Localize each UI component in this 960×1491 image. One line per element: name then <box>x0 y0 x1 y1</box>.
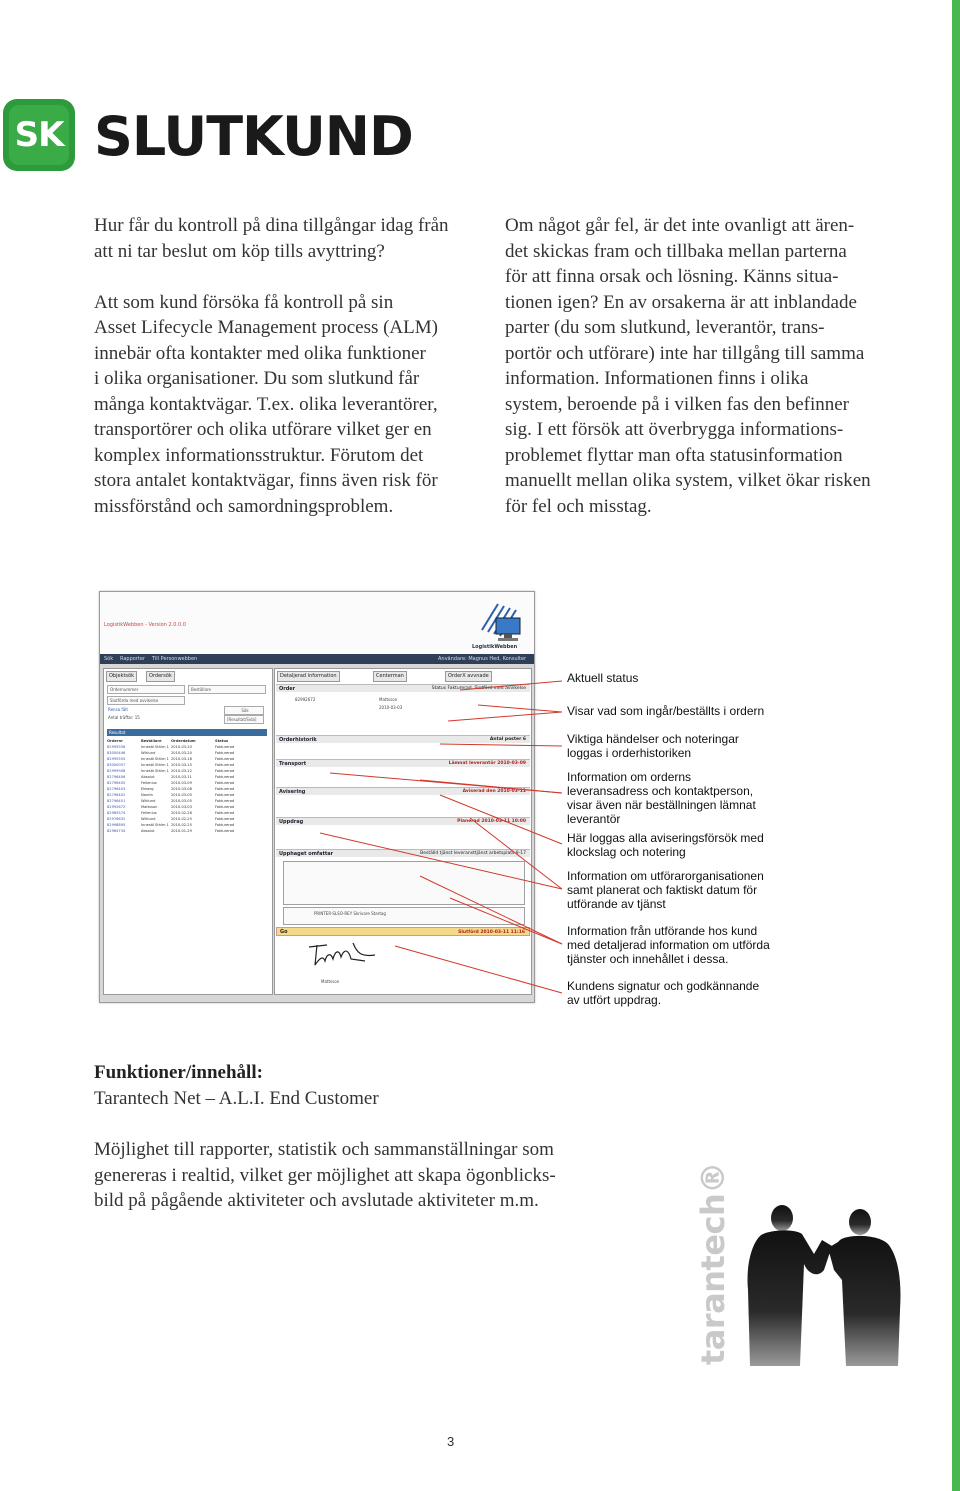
row-status: Fakturerad <box>215 805 235 809</box>
bestalld-tjanst: Beställd tjänst leveransttjänst arbetsplats 8-17 <box>420 851 526 856</box>
row-ordernr[interactable]: 82998895 <box>107 823 126 827</box>
row-bestallare: Nordin <box>141 793 153 797</box>
row-ordernr[interactable]: 82796403 <box>107 787 126 791</box>
row-ordernr[interactable]: 82796406 <box>107 775 126 779</box>
antal-traffar: Antal träffar: 15 <box>108 715 140 720</box>
row-status: Fakturerad <box>215 769 235 773</box>
lamnat-leverantor: Lämnat leverantör 2010-03-09 <box>448 761 526 766</box>
order-customer: Mattsson <box>379 697 398 702</box>
tab-centerman[interactable]: Centerman <box>373 671 407 682</box>
bestallare-field[interactable]: Beställare <box>188 685 266 694</box>
row-orderdatum: 2010-03-20 <box>171 745 192 749</box>
row-bestallare: Innesäl Sthlm 1 <box>141 823 169 827</box>
row-orderdatum: 2010-03-20 <box>171 751 192 755</box>
annotation-orderinnehall: Visar vad som ingår/beställts i ordern <box>567 704 765 718</box>
section-orderhistorik-title: Orderhistorik <box>279 737 317 743</box>
row-status: Fakturerad <box>215 745 235 749</box>
row-bestallare: Innesäl Sthlm 1 <box>141 769 169 773</box>
row-orderdatum: 2010-03-05 <box>171 793 192 797</box>
col-bestallare: Beställare <box>141 739 162 743</box>
row-ordernr[interactable]: 82964734 <box>107 829 126 833</box>
section-uppdrag <box>276 817 530 825</box>
row-bestallare: Wiklund <box>141 751 156 755</box>
resultat-select[interactable]: [Resultat/Sida] <box>224 715 264 724</box>
annotation-leveransadress: Information om orderns leveransadress och kontaktperson, visar även när beställningen lämnat leverantör <box>567 770 756 826</box>
row-status: Fakturerad <box>215 817 235 821</box>
logistikwebben-logo-icon <box>476 600 528 644</box>
section-avisering-title: Avisering <box>279 789 306 795</box>
order-number: 82992672 <box>295 697 316 702</box>
row-bestallare: Mattsson <box>141 805 158 809</box>
section-avisering <box>276 787 530 795</box>
page-number: 3 <box>447 1434 455 1449</box>
row-ordernr[interactable]: 82985574 <box>107 811 126 815</box>
annotation-avisering: Här loggas alla aviseringsförsök med klockslag och notering <box>567 831 764 859</box>
row-status: Fakturerad <box>215 757 235 761</box>
rensa-link[interactable]: Rensa fält <box>108 707 128 712</box>
signature-image <box>305 939 385 973</box>
screenshot-detail-panel <box>274 668 532 995</box>
row-bestallare: Fellenius <box>141 811 157 815</box>
functions-heading: Funktioner/innehåll: <box>94 1062 263 1083</box>
section-order-title: Order <box>279 686 296 692</box>
row-orderdatum: 2010-03-09 <box>171 781 192 785</box>
row-bestallare: Fellenius <box>141 781 157 785</box>
row-bestallare: Absolut <box>141 775 155 779</box>
row-orderdatum: 2010-03-05 <box>171 799 192 803</box>
row-orderdatum: 2010-02-26 <box>171 811 192 815</box>
problem-paragraph: Om något går fel, är det inte ovanligt att ären- det skickas fram och tillbaka mellan parterna för att finna orsak och lösning. Känns situa- tionen igen? En av orsakerna är att inblandade parter (du som slutkund, leverantör, trans- portör och utförare) inte har tillgång till samma information. Informationen finns i olika system, beroende på i vilken fas den befinner sig. I ett försök att överbrygga informations- problemet flyttar man ofta statusinformation manuellt mellan olika system, vilket ökar risken för fel och misstag. <box>505 215 871 517</box>
section-go-title: Go <box>280 929 288 935</box>
sok-button[interactable]: Sök <box>224 706 264 715</box>
screenshot-search-panel <box>103 668 273 995</box>
order-date: 2010-03-03 <box>379 705 403 710</box>
service-item-box <box>283 907 525 925</box>
slutford-datum: Slutförd 2010-03-11 11:16 <box>458 930 525 935</box>
row-bestallare: Absolut <box>141 829 155 833</box>
row-ordernr[interactable]: 82796402 <box>107 793 126 797</box>
result-list <box>107 738 267 834</box>
section-orderhistorik <box>276 735 530 743</box>
intro-question: Hur får du kontroll på dina tillgångar idag från att ni tar beslut om köp tills avyttring? <box>94 215 449 262</box>
functions-description: Möjlighet till rapporter, statistik och sammanställningar som genereras i realtid, vilket ger möjlighet att skapa ögonblicks- bild på pågående aktiviteter och avslutade aktiviteter m.m. <box>94 1139 556 1211</box>
screenshot-logo-text: LogistikWebben <box>472 644 518 650</box>
row-orderdatum: 2010-03-11 <box>171 775 192 779</box>
annotation-aktuell-status: Aktuell status <box>567 671 639 685</box>
row-orderdatum: 2010-03-08 <box>171 787 192 791</box>
tab-orderx[interactable]: OrderX avvnade <box>445 671 492 682</box>
row-ordernr[interactable]: 82999908 <box>107 769 126 773</box>
screenshot-version: LogistikWebben - Version 2.0.0.0 <box>104 622 186 628</box>
nav-personwebben[interactable]: Till Personwebben <box>152 656 198 662</box>
row-status: Fakturerad <box>215 799 235 803</box>
functions-product: Tarantech Net – A.L.I. End Customer <box>94 1088 379 1109</box>
app-screenshot <box>99 591 535 1003</box>
handshake-silhouette-image <box>742 1200 906 1366</box>
row-status: Fakturerad <box>215 781 235 785</box>
result-list-title: Resultat <box>109 730 126 735</box>
section-go <box>276 927 530 936</box>
row-bestallare: Innesäl Sthlm 1 <box>141 757 169 761</box>
row-ordernr[interactable]: 82796401 <box>107 799 126 803</box>
row-status: Fakturerad <box>215 793 235 797</box>
section-transport <box>276 759 530 767</box>
col-ordernr: Ordernr <box>107 739 123 743</box>
row-orderdatum: 2010-03-16 <box>171 757 192 761</box>
row-status: Fakturerad <box>215 823 235 827</box>
row-ordernr[interactable]: 82992672 <box>107 805 126 809</box>
service-item: PRINTER-SLSO-REY Skrivare Startag <box>314 911 386 916</box>
planerad-datum: Planerad 2010-03-11 10:00 <box>457 819 526 824</box>
row-bestallare: Wiklund <box>141 799 156 803</box>
row-orderdatum: 2010-02-25 <box>171 823 192 827</box>
section-upphaget-title: Upphaget omfattar <box>279 851 334 857</box>
col-orderdatum: Orderdatum <box>171 739 196 743</box>
row-orderdatum: 2010-03-12 <box>171 769 192 773</box>
nav-sok[interactable]: Sök <box>104 656 114 662</box>
row-bestallare: Innesäl Sthlm 1 <box>141 763 169 767</box>
annotation-orderhistorik: Viktiga händelser och noteringar loggas i orderhistoriken <box>567 732 739 760</box>
sk-badge-text: SK <box>9 105 69 165</box>
page-title: SLUTKUND <box>94 105 413 168</box>
section-uppdrag-title: Uppdrag <box>279 819 304 825</box>
aviserad-datum: Aviserad den 2010-03-11 <box>462 789 526 794</box>
section-transport-title: Transport <box>279 761 307 767</box>
accent-bar <box>952 0 960 1491</box>
row-ordernr[interactable]: 82976632 <box>107 817 126 821</box>
row-status: Fakturerad <box>215 787 235 791</box>
antal-poster: Antal poster 6 <box>489 737 526 742</box>
row-bestallare: Wiklund <box>141 817 156 821</box>
col-status: Status <box>215 739 229 743</box>
row-bestallare: Innesäl Sthlm 1 <box>141 745 169 749</box>
right-column <box>505 213 925 545</box>
row-ordernr[interactable]: 83000446 <box>107 751 126 755</box>
intro-paragraph: Att som kund försöka få kontroll på sin Asset Lifecycle Management process (ALM) innebär ofta kontakter med olika funktioner i olika organisationer. Du som slutkund får många kontaktvägar. T.ex. olika leverantörer, transportörer och olika utförare vilket ger en komplex informationsstruktur. Förutom det stora antalet kontaktvägar, finns även risk för missförstånd och samordningsproblem. <box>94 291 438 517</box>
signer-name: Mattsson <box>321 979 340 984</box>
screenshot-header <box>100 592 534 654</box>
row-orderdatum: 2010-03-03 <box>171 805 192 809</box>
left-column <box>94 213 489 545</box>
ordernummer-field[interactable]: Ordernummer <box>107 685 185 694</box>
row-orderdatum: 2010-01-29 <box>171 829 192 833</box>
annotation-utforande: Information från utförande hos kund med detaljerad information om utförda tjänster och innehållet i dessa. <box>567 924 770 966</box>
row-ordernr[interactable]: 82995555 <box>107 757 126 761</box>
row-status: Fakturerad <box>215 811 235 815</box>
nav-rapporter[interactable]: Rapporter <box>120 656 145 662</box>
row-ordernr[interactable]: 82796405 <box>107 781 126 785</box>
row-status: Fakturerad <box>215 829 235 833</box>
row-ordernr[interactable]: 83000057 <box>107 763 126 767</box>
tab-ordersok[interactable]: Ordersök <box>146 671 175 682</box>
tab-objektsok[interactable]: Objektsök <box>106 671 137 682</box>
row-status: Fakturerad <box>215 751 235 755</box>
row-status: Fakturerad <box>215 763 235 767</box>
table-row[interactable] <box>107 828 267 834</box>
row-orderdatum: 2010-03-15 <box>171 763 192 767</box>
result-list-header <box>107 729 267 736</box>
tarantech-logo: tarantech® <box>694 1162 732 1365</box>
status-select[interactable]: Slutförda med avvikelse <box>107 696 185 705</box>
nav-user: Användare: Magnus Hed, Konsulter <box>438 656 527 662</box>
search-tabs <box>106 671 270 681</box>
annotation-signatur: Kundens signatur och godkännande av utfört uppdrag. <box>567 979 760 1007</box>
row-orderdatum: 2010-02-25 <box>171 817 192 821</box>
row-bestallare: Ekberg <box>141 787 154 791</box>
section-upphaget <box>276 849 530 857</box>
row-ordernr[interactable]: 82995556 <box>107 745 126 749</box>
section-order <box>276 684 530 692</box>
row-status: Fakturerad <box>215 775 235 779</box>
order-status: Status Fakturerad, Slutförd med avvikelse <box>431 686 526 691</box>
service-box <box>283 861 525 905</box>
annotation-utforarorganisation: Information om utförarorganisationen samt planerat och faktiskt datum för utförande av tjänst <box>567 869 764 911</box>
tab-detaljerad[interactable]: Detaljerad information <box>277 671 340 682</box>
screenshot-nav <box>100 654 534 664</box>
sk-logo-badge <box>3 99 75 171</box>
